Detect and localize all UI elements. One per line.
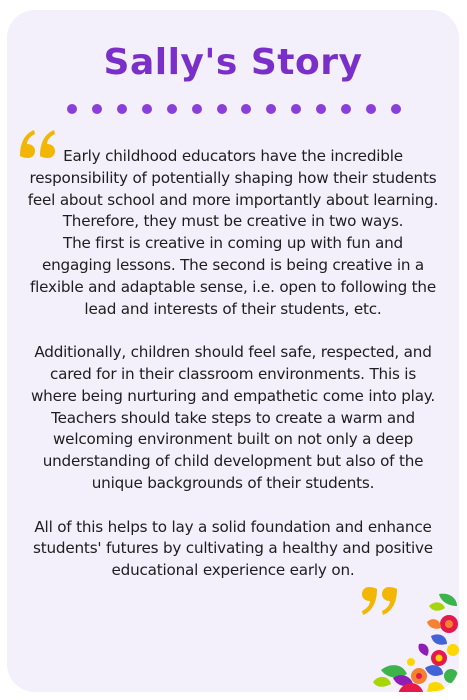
paragraph-2: The first is creative in coming up with fun and engaging lessons. The second is being creative in a flexible and adaptable sense, i.e. open to following the lead and interests of their students, etc. bbox=[30, 234, 436, 318]
divider-dot bbox=[217, 104, 227, 114]
divider-dot bbox=[266, 104, 276, 114]
dot-divider bbox=[67, 104, 401, 114]
divider-dot bbox=[167, 104, 177, 114]
story-card bbox=[7, 10, 459, 692]
divider-dot bbox=[341, 104, 351, 114]
divider-dot bbox=[142, 104, 152, 114]
story-body bbox=[27, 146, 439, 582]
paragraph-4: All of this helps to lay a solid foundation and enhance students' futures by cultivating a healthy and positive educational experience early on. bbox=[33, 517, 433, 580]
divider-dot bbox=[291, 104, 301, 114]
divider-dot bbox=[117, 104, 127, 114]
divider-dot bbox=[241, 104, 251, 114]
divider-dot bbox=[391, 104, 401, 114]
divider-dot bbox=[366, 104, 376, 114]
floral-corner-decoration bbox=[369, 592, 459, 692]
divider-dot bbox=[92, 104, 102, 114]
page-title: Sally's Story bbox=[103, 42, 363, 83]
paragraph-3: Additionally, children should feel safe, respected, and cared for in their classroom environments. This is where being nurturing and empathetic come into play. Teachers should take steps to create a warm and welcoming environment built on not only a deep understanding of child development but also of the unique backgrounds of their students. bbox=[30, 343, 436, 492]
divider-dot bbox=[67, 104, 77, 114]
divider-dot bbox=[192, 104, 202, 114]
divider-dot bbox=[316, 104, 326, 114]
paragraph-1: Early childhood educators have the incredible responsibility of potentially shaping how their students feel about school and more importantly about learning. Therefore, they must be creative in two ways. bbox=[27, 147, 439, 231]
